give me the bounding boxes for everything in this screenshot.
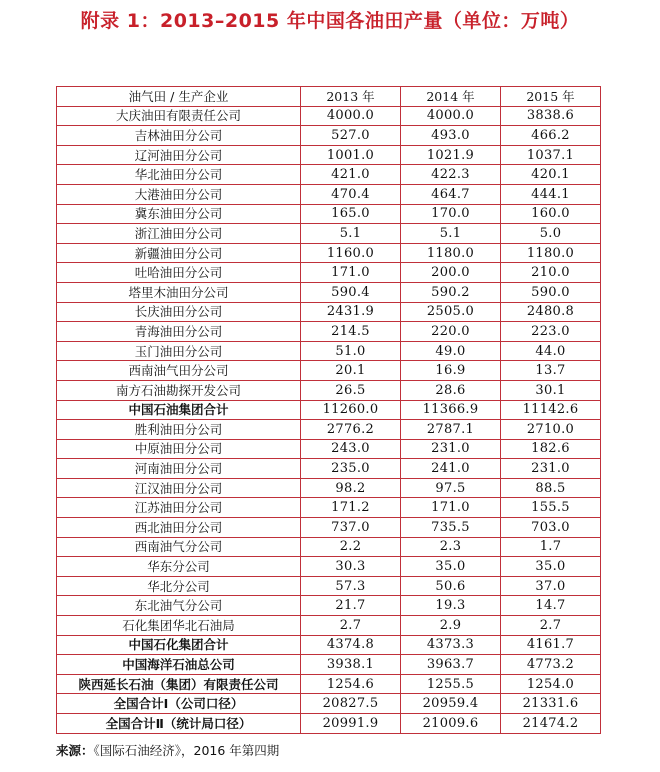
value-cell-2013: 4000.0: [301, 106, 401, 126]
value-cell-2015: 703.0: [501, 518, 601, 538]
value-cell-2013: 30.3: [301, 557, 401, 577]
company-name-cell: 陕西延长石油（集团）有限责任公司: [57, 674, 301, 694]
value-cell-2013: 51.0: [301, 341, 401, 361]
value-cell-2015: 182.6: [501, 439, 601, 459]
company-name-cell: 浙江油田分公司: [57, 224, 301, 244]
company-name-cell: 中国海洋石油总公司: [57, 655, 301, 675]
table-row: [57, 694, 601, 714]
value-cell-2014: 28.6: [401, 380, 501, 400]
company-name-cell: 冀东油田分公司: [57, 204, 301, 224]
value-cell-2013: 5.1: [301, 224, 401, 244]
table-row: [57, 616, 601, 636]
table-row: [57, 400, 601, 420]
table-row: [57, 361, 601, 381]
page-title: 附录 1：2013–2015 年中国各油田产量（单位：万吨）: [80, 10, 580, 32]
table-row: [57, 498, 601, 518]
value-cell-2014: 2.9: [401, 616, 501, 636]
company-name-cell: 河南油田分公司: [57, 459, 301, 479]
table-row: [57, 635, 601, 655]
company-name-cell: 全国合计Ⅰ（公司口径）: [57, 694, 301, 714]
table-row: [57, 322, 601, 342]
value-cell-2013: 590.4: [301, 282, 401, 302]
value-cell-2015: 210.0: [501, 263, 601, 283]
value-cell-2014: 2505.0: [401, 302, 501, 322]
table-row: [57, 126, 601, 146]
value-cell-2014: 200.0: [401, 263, 501, 283]
company-name-cell: 中国石油集团合计: [57, 400, 301, 420]
value-cell-2013: 1160.0: [301, 243, 401, 263]
value-cell-2014: 464.7: [401, 184, 501, 204]
company-name-cell: 华北分公司: [57, 576, 301, 596]
value-cell-2013: 4374.8: [301, 635, 401, 655]
value-cell-2013: 57.3: [301, 576, 401, 596]
value-cell-2015: 30.1: [501, 380, 601, 400]
value-cell-2014: 735.5: [401, 518, 501, 538]
value-cell-2015: 14.7: [501, 596, 601, 616]
value-cell-2013: 470.4: [301, 184, 401, 204]
value-cell-2014: 1180.0: [401, 243, 501, 263]
source-note: [56, 741, 279, 759]
table-row: [57, 380, 601, 400]
table-body: [57, 106, 601, 733]
value-cell-2013: 243.0: [301, 439, 401, 459]
value-cell-2015: 35.0: [501, 557, 601, 577]
value-cell-2015: 590.0: [501, 282, 601, 302]
value-cell-2015: 1254.0: [501, 674, 601, 694]
company-name-cell: 华东分公司: [57, 557, 301, 577]
production-table-container: [56, 86, 600, 734]
company-name-cell: 玉门油田分公司: [57, 341, 301, 361]
value-cell-2014: 11366.9: [401, 400, 501, 420]
value-cell-2013: 527.0: [301, 126, 401, 146]
value-cell-2014: 171.0: [401, 498, 501, 518]
value-cell-2014: 220.0: [401, 322, 501, 342]
value-cell-2014: 2787.1: [401, 420, 501, 440]
table-row: [57, 165, 601, 185]
company-name-cell: 吉林油田分公司: [57, 126, 301, 146]
value-cell-2013: 20827.5: [301, 694, 401, 714]
table-row: [57, 204, 601, 224]
table-row: [57, 243, 601, 263]
value-cell-2014: 19.3: [401, 596, 501, 616]
table-row: [57, 478, 601, 498]
value-cell-2013: 737.0: [301, 518, 401, 538]
value-cell-2015: 44.0: [501, 341, 601, 361]
value-cell-2015: 37.0: [501, 576, 601, 596]
table-row: [57, 674, 601, 694]
value-cell-2014: 5.1: [401, 224, 501, 244]
company-name-cell: 西南油气田分公司: [57, 361, 301, 381]
value-cell-2015: 4161.7: [501, 635, 601, 655]
company-name-cell: 长庆油田分公司: [57, 302, 301, 322]
header-company: 油气田 / 生产企业: [57, 87, 301, 107]
value-cell-2014: 3963.7: [401, 655, 501, 675]
table-row: [57, 302, 601, 322]
value-cell-2013: 20991.9: [301, 714, 401, 734]
value-cell-2013: 1001.0: [301, 145, 401, 165]
value-cell-2015: 160.0: [501, 204, 601, 224]
source-text: 《国际石油经济》，2016 年第四期: [93, 743, 280, 758]
header-2013: 2013 年: [301, 87, 401, 107]
value-cell-2013: 2431.9: [301, 302, 401, 322]
value-cell-2013: 171.0: [301, 263, 401, 283]
company-name-cell: 塔里木油田分公司: [57, 282, 301, 302]
table-row: [57, 557, 601, 577]
value-cell-2015: 1037.1: [501, 145, 601, 165]
value-cell-2015: 21331.6: [501, 694, 601, 714]
company-name-cell: 西北油田分公司: [57, 518, 301, 538]
value-cell-2014: 493.0: [401, 126, 501, 146]
value-cell-2013: 21.7: [301, 596, 401, 616]
value-cell-2015: 2710.0: [501, 420, 601, 440]
value-cell-2015: 444.1: [501, 184, 601, 204]
value-cell-2014: 20959.4: [401, 694, 501, 714]
value-cell-2015: 420.1: [501, 165, 601, 185]
value-cell-2014: 97.5: [401, 478, 501, 498]
value-cell-2015: 5.0: [501, 224, 601, 244]
value-cell-2014: 231.0: [401, 439, 501, 459]
value-cell-2013: 235.0: [301, 459, 401, 479]
company-name-cell: 吐哈油田分公司: [57, 263, 301, 283]
table-row: [57, 439, 601, 459]
table-row: [57, 596, 601, 616]
value-cell-2013: 98.2: [301, 478, 401, 498]
table-row: [57, 655, 601, 675]
company-name-cell: 中国石化集团合计: [57, 635, 301, 655]
value-cell-2013: 3938.1: [301, 655, 401, 675]
value-cell-2013: 214.5: [301, 322, 401, 342]
value-cell-2015: 13.7: [501, 361, 601, 381]
value-cell-2013: 2776.2: [301, 420, 401, 440]
company-name-cell: 南方石油勘探开发公司: [57, 380, 301, 400]
header-2015: 2015 年: [501, 87, 601, 107]
value-cell-2015: 466.2: [501, 126, 601, 146]
company-name-cell: 新疆油田分公司: [57, 243, 301, 263]
table-row: [57, 184, 601, 204]
value-cell-2015: 3838.6: [501, 106, 601, 126]
table-row: [57, 224, 601, 244]
company-name-cell: 大港油田分公司: [57, 184, 301, 204]
value-cell-2014: 35.0: [401, 557, 501, 577]
table-row: [57, 106, 601, 126]
company-name-cell: 大庆油田有限责任公司: [57, 106, 301, 126]
value-cell-2013: 20.1: [301, 361, 401, 381]
value-cell-2015: 223.0: [501, 322, 601, 342]
source-label: 来源：: [56, 743, 94, 758]
company-name-cell: 胜利油田分公司: [57, 420, 301, 440]
table-row: [57, 282, 601, 302]
table-row: [57, 263, 601, 283]
value-cell-2014: 49.0: [401, 341, 501, 361]
value-cell-2015: 21474.2: [501, 714, 601, 734]
production-table: [56, 86, 601, 734]
company-name-cell: 华北油田分公司: [57, 165, 301, 185]
value-cell-2013: 26.5: [301, 380, 401, 400]
value-cell-2013: 2.7: [301, 616, 401, 636]
value-cell-2015: 2.7: [501, 616, 601, 636]
company-name-cell: 中原油田分公司: [57, 439, 301, 459]
table-header-row: [57, 87, 601, 107]
company-name-cell: 辽河油田分公司: [57, 145, 301, 165]
value-cell-2015: 88.5: [501, 478, 601, 498]
value-cell-2014: 21009.6: [401, 714, 501, 734]
table-row: [57, 420, 601, 440]
value-cell-2015: 1180.0: [501, 243, 601, 263]
value-cell-2015: 11142.6: [501, 400, 601, 420]
value-cell-2013: 421.0: [301, 165, 401, 185]
value-cell-2014: 1255.5: [401, 674, 501, 694]
value-cell-2014: 16.9: [401, 361, 501, 381]
value-cell-2014: 590.2: [401, 282, 501, 302]
company-name-cell: 青海油田分公司: [57, 322, 301, 342]
company-name-cell: 石化集团华北石油局: [57, 616, 301, 636]
header-2014: 2014 年: [401, 87, 501, 107]
value-cell-2014: 422.3: [401, 165, 501, 185]
value-cell-2013: 2.2: [301, 537, 401, 557]
value-cell-2015: 231.0: [501, 459, 601, 479]
value-cell-2015: 2480.8: [501, 302, 601, 322]
table-row: [57, 714, 601, 734]
value-cell-2014: 50.6: [401, 576, 501, 596]
value-cell-2013: 1254.6: [301, 674, 401, 694]
value-cell-2015: 155.5: [501, 498, 601, 518]
table-row: [57, 145, 601, 165]
value-cell-2015: 1.7: [501, 537, 601, 557]
table-row: [57, 341, 601, 361]
table-row: [57, 576, 601, 596]
value-cell-2014: 4000.0: [401, 106, 501, 126]
value-cell-2013: 171.2: [301, 498, 401, 518]
value-cell-2015: 4773.2: [501, 655, 601, 675]
table-row: [57, 537, 601, 557]
value-cell-2014: 1021.9: [401, 145, 501, 165]
value-cell-2014: 241.0: [401, 459, 501, 479]
table-row: [57, 459, 601, 479]
value-cell-2013: 11260.0: [301, 400, 401, 420]
table-row: [57, 518, 601, 538]
value-cell-2014: 4373.3: [401, 635, 501, 655]
value-cell-2014: 170.0: [401, 204, 501, 224]
company-name-cell: 东北油气分公司: [57, 596, 301, 616]
value-cell-2014: 2.3: [401, 537, 501, 557]
company-name-cell: 全国合计Ⅱ（统计局口径）: [57, 714, 301, 734]
company-name-cell: 江苏油田分公司: [57, 498, 301, 518]
value-cell-2013: 165.0: [301, 204, 401, 224]
company-name-cell: 西南油气分公司: [57, 537, 301, 557]
company-name-cell: 江汉油田分公司: [57, 478, 301, 498]
